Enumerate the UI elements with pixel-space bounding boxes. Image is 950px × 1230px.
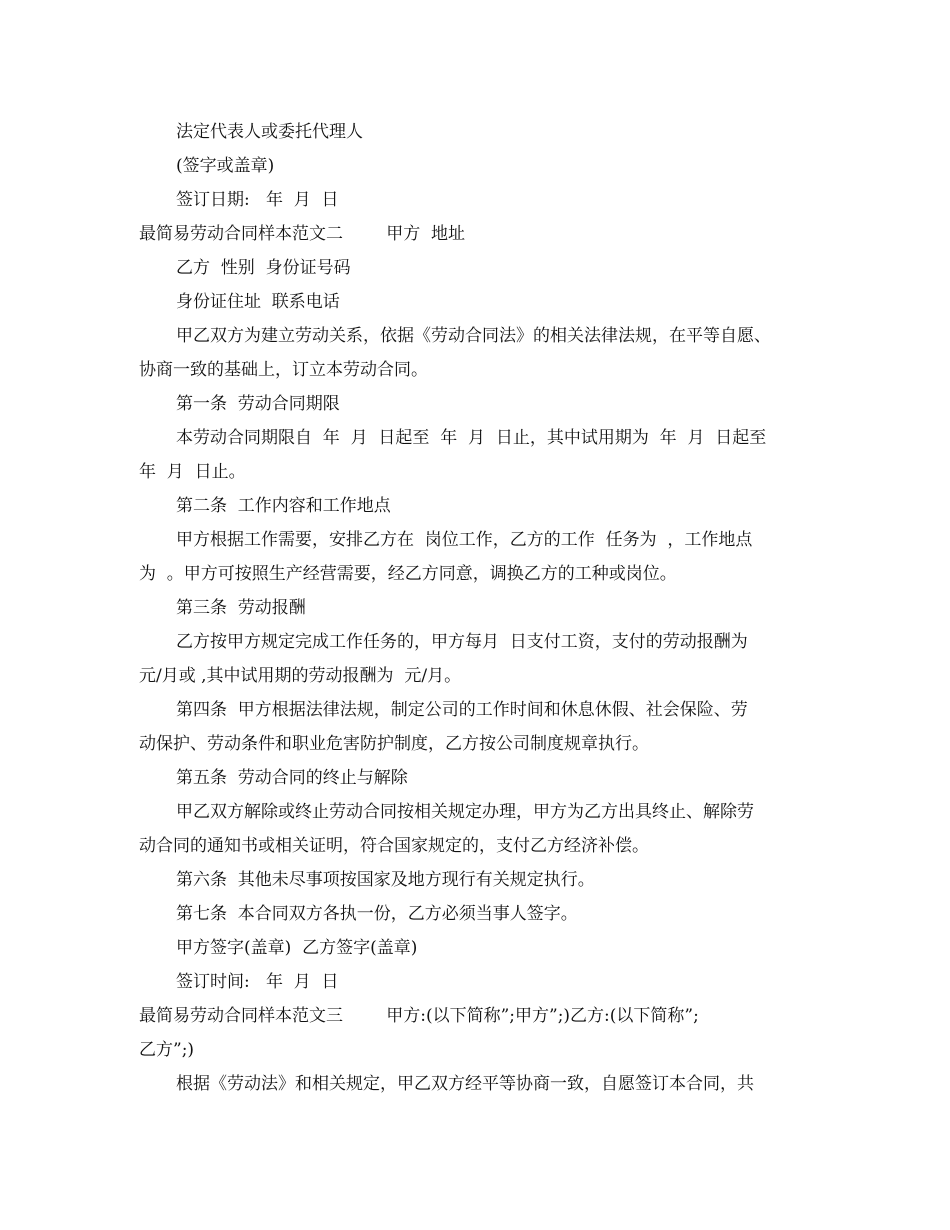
signature-line: 甲方签字(盖章) 乙方签字(盖章) <box>176 938 418 958</box>
text-line: 为 。甲方可按照生产经营需要，经乙方同意，调换乙方的工种或岗位。 <box>139 564 677 584</box>
document-body <box>139 115 829 1101</box>
clause-heading-line: 第二条 工作内容和工作地点 <box>176 496 391 516</box>
text-line: 根据《劳动法》和相关规定，甲乙双方经平等协商一致，自愿签订本合同，共 <box>176 1074 754 1094</box>
text-line: 身份证住址 联系电话 <box>176 292 340 312</box>
text-line: 元/月或 ,其中试用期的劳动报酬为 元/月。 <box>139 666 462 686</box>
text-line: (签字或盖章) <box>176 156 275 176</box>
clause-heading-line: 第四条 甲方根据法律法规，制定公司的工作时间和休息休假、社会保险、劳 <box>176 700 748 720</box>
text-line: 法定代表人或委托代理人 <box>176 122 363 142</box>
text-line: 签订日期: 年 月 日 <box>176 190 339 210</box>
text-line: 本劳动合同期限自 年 月 日起至 年 月 日止，其中试用期为 年 月 日起至 <box>176 428 767 448</box>
section-heading-line: 最简易劳动合同样本范文三 甲方:(以下简称”;甲方”;)乙方:(以下简称”; <box>139 1006 699 1026</box>
text-line: 动保护、劳动条件和职业危害防护制度，乙方按公司制度规章执行。 <box>139 734 649 754</box>
text-line: 乙方按甲方规定完成工作任务的，甲方每月 日支付工资，支付的劳动报酬为 <box>176 632 748 652</box>
text-line: 甲方根据工作需要，安排乙方在 岗位工作，乙方的工作 任务为 ，工作地点 <box>176 530 753 550</box>
clause-heading-line: 第六条 其他未尽事项按国家及地方现行有关规定执行。 <box>176 870 595 890</box>
text-line: 甲乙双方为建立劳动关系，依据《劳动合同法》的相关法律法规，在平等自愿、 <box>176 326 771 346</box>
section-heading-line: 最简易劳动合同样本范文二 甲方 地址 <box>139 224 466 244</box>
clause-heading-line: 第一条 劳动合同期限 <box>176 394 340 414</box>
text-line: 乙方”;) <box>139 1040 195 1060</box>
text-line: 甲乙双方解除或终止劳动合同按相关规定办理，甲方为乙方出具终止、解除劳 <box>176 802 754 822</box>
text-line: 年 月 日止。 <box>139 462 246 482</box>
text-line: 动合同的通知书或相关证明，符合国家规定的，支付乙方经济补偿。 <box>139 836 649 856</box>
text-line: 协商一致的基础上，订立本劳动合同。 <box>139 360 428 380</box>
clause-heading-line: 第三条 劳动报酬 <box>176 598 306 618</box>
clause-heading-line: 第五条 劳动合同的终止与解除 <box>176 768 408 788</box>
date-line: 签订时间: 年 月 日 <box>176 972 339 992</box>
text-line: 乙方 性别 身份证号码 <box>176 258 351 278</box>
clause-heading-line: 第七条 本合同双方各执一份，乙方必须当事人签字。 <box>176 904 578 924</box>
